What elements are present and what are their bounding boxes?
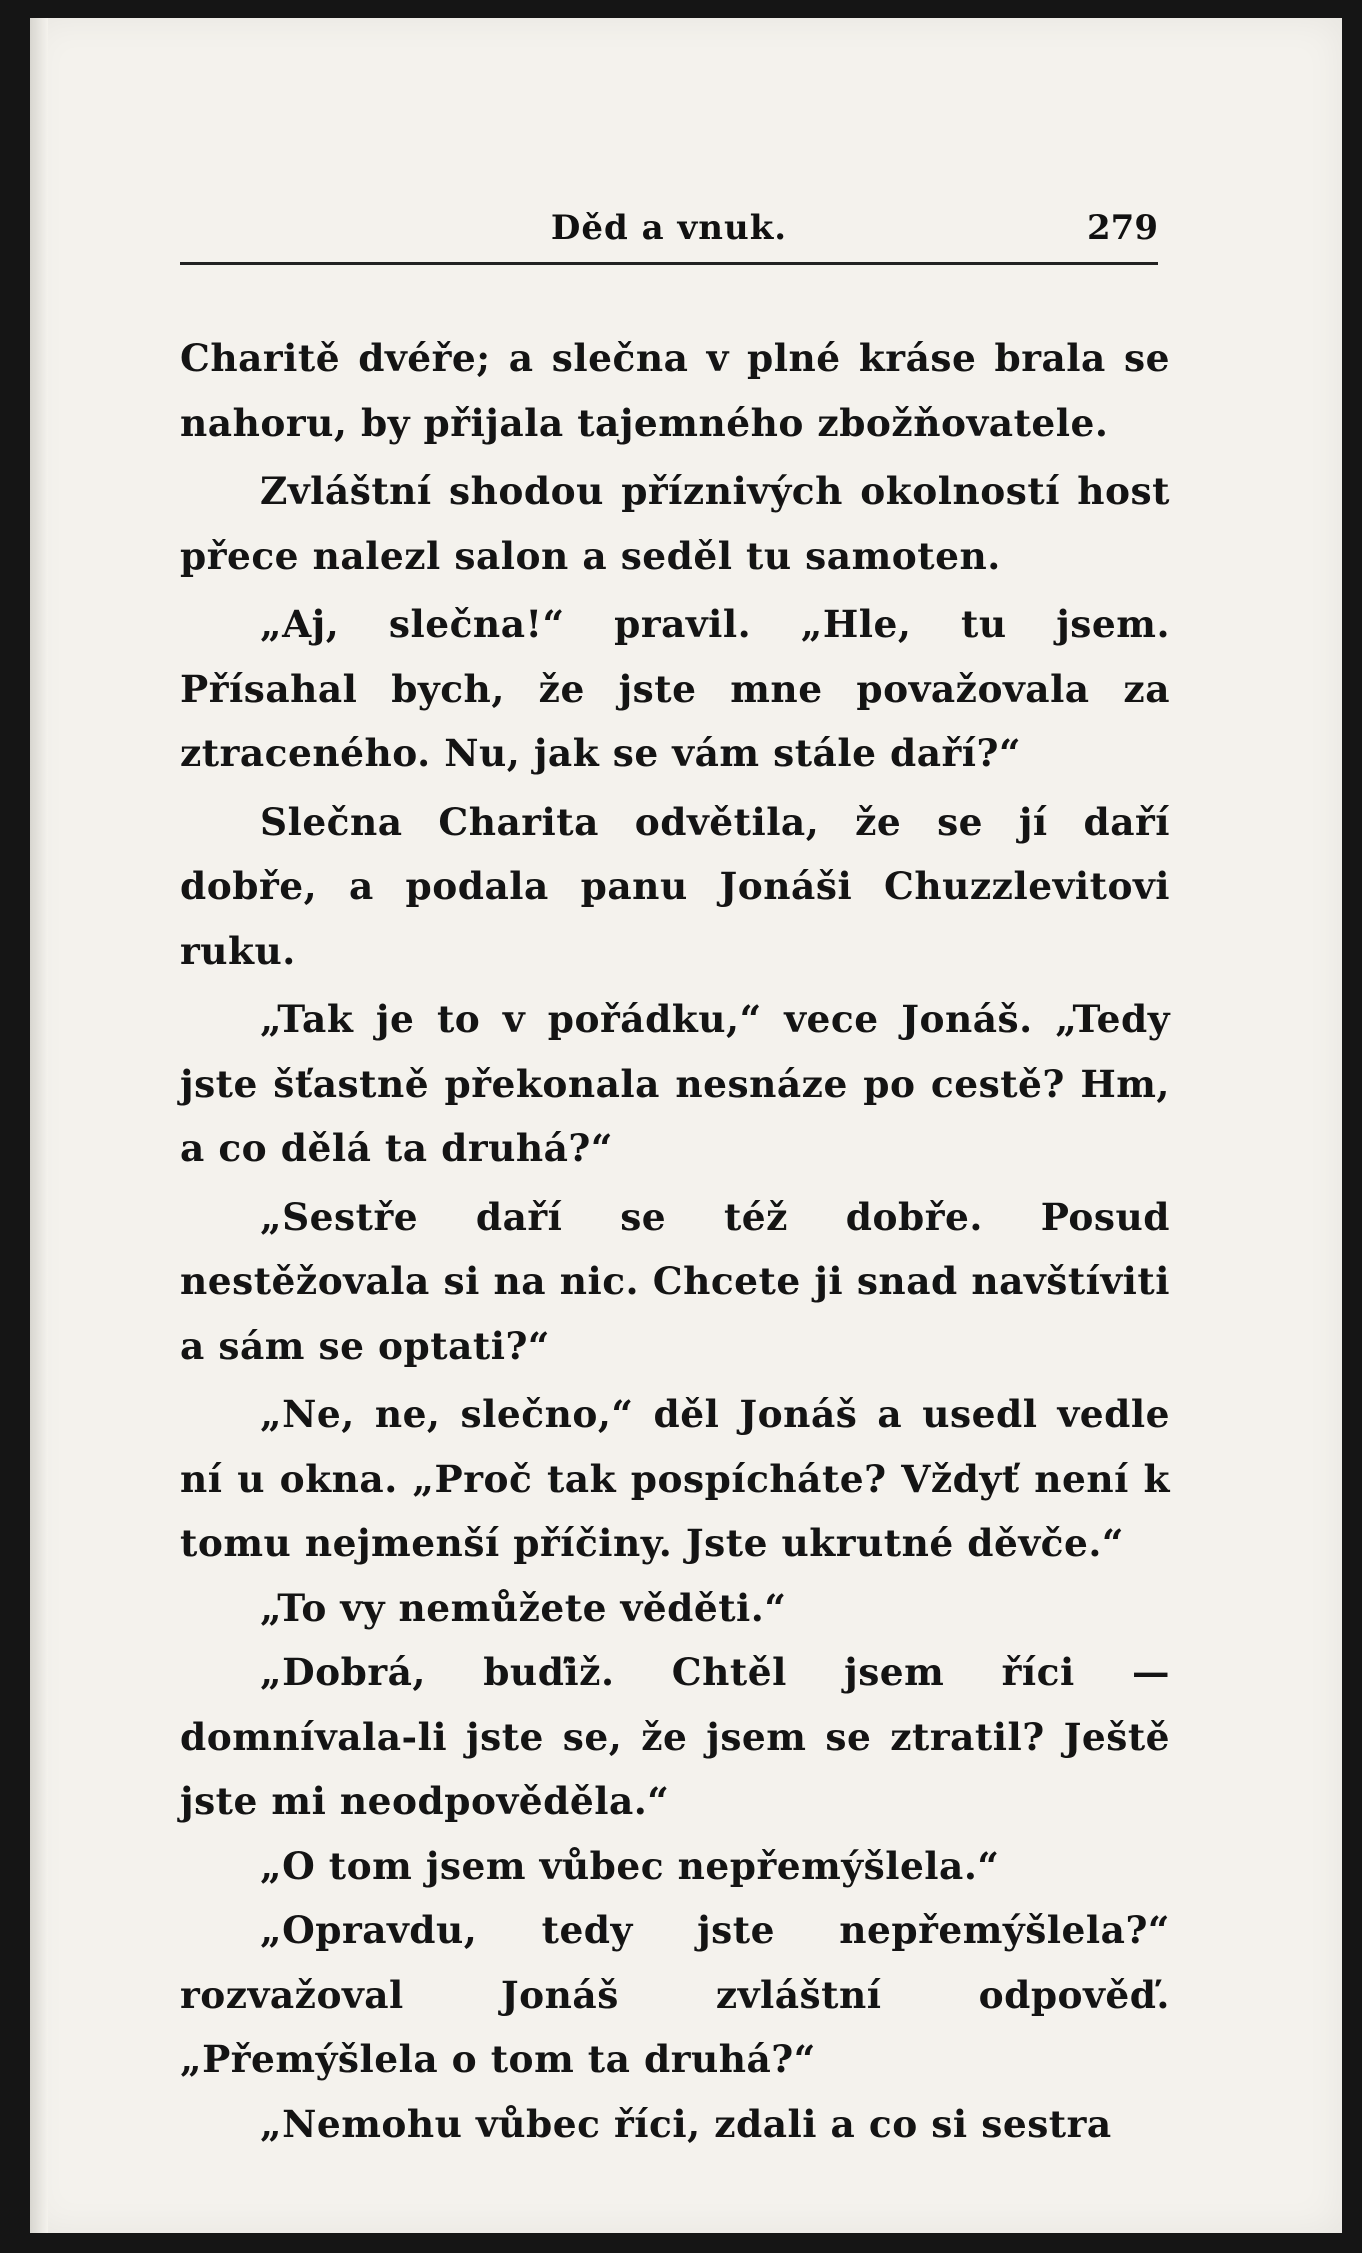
paragraph: „Sestře daří se též dobře. Posud nestěžovala si na nic. Chcete ji snad navštíviti a sám se optati?“ — [180, 1194, 1170, 1368]
paragraph: „Aj, slečna!“ pravil. „Hle, tu jsem. Přísahal bych, že jste mne považovala za ztraceného. Nu, jak se vám stále daří?“ — [180, 602, 1170, 775]
page-number: 279 — [1087, 208, 1158, 248]
page-header — [180, 190, 1158, 265]
paragraph: „O tom jsem vůbec nepřemýšlela.“ — [260, 1843, 1000, 1888]
paragraph: „Tak je to v pořádku,“ vece Jonáš. „Tedy jste šťastně překonala nesnáze po cestě? Hm, a co dělá ta druhá?“ — [180, 997, 1170, 1170]
running-title: Děd a vnuk. — [550, 208, 788, 248]
paragraph: „To vy nemůžete věděti.“ — [260, 1585, 787, 1630]
paragraph: „Nemohu vůbec říci, zdali a co si sestra — [260, 2101, 1112, 2146]
paragraph: „Ne, ne, slečno,“ děl Jonáš a usedl vedle ní u okna. „Proč tak pospícháte? Vždyť není k tomu nejmenší příčiny. Jste ukrutné děvče.“ — [180, 1392, 1170, 1565]
paragraph: Slečna Charita odvětila, že se jí daří dobře, a podala panu Jonáši Chuzzlevitovi ruku. — [180, 799, 1170, 973]
binding-shadow — [30, 18, 48, 2233]
paragraph-continuation: Charitě dvéře; a slečna v plné kráse brala se nahoru, by přijala tajemného zbožňovatele. — [180, 336, 1170, 445]
body-text — [180, 326, 1170, 2156]
paragraph: „Dobrá, buďiž. Chtěl jsem říci — domnívala-li jste se, že jsem se ztratil? Ještě jste mi neodpověděla.“ — [180, 1650, 1170, 1823]
book-page — [30, 18, 1342, 2233]
paragraph: „Opravdu, tedy jste nepřemýšlela?“ rozvažoval Jonáš zvláštní odpověď. „Přemýšlela o tom ta druhá?“ — [180, 1908, 1170, 2081]
paragraph: Zvláštní shodou příznivých okolností host přece nalezl salon a seděl tu samoten. — [180, 469, 1170, 578]
